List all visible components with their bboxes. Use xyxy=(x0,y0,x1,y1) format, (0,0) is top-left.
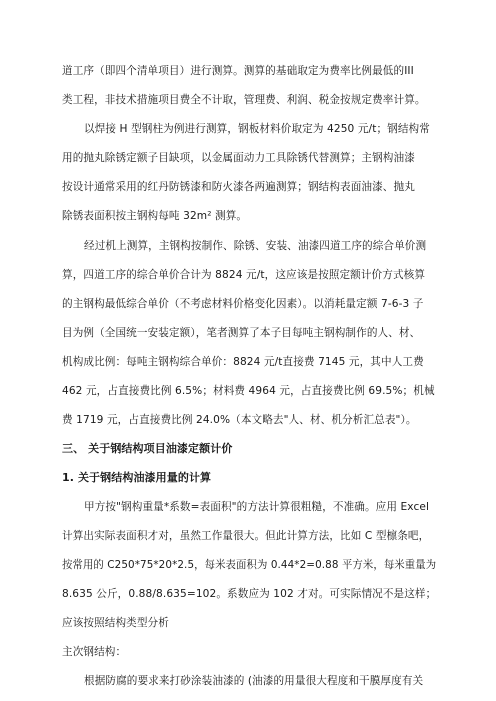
paragraph-line: 计算出实际表面积才对，虽然工作量很大。但此计算方法，比如 C 型檩条吧， xyxy=(62,530,430,542)
paragraph-line: 费 1719 元，占直接费比例 24.0%（本文略去"人、材、机分析汇总表"）。 xyxy=(62,414,417,426)
paragraph-line: 用的抛丸除锈定额子目缺项，以金属面动力工具除锈代替测算；主钢构油漆 xyxy=(62,152,415,164)
section-heading: 三、 关于钢结构项目油漆定额计价 xyxy=(62,442,233,455)
paragraph-line: 算，四道工序的综合单价合计为 8824 元/t，这应该是按照定额计价方式核算 xyxy=(62,269,426,281)
paragraph-line: 机构成比例：每吨主钢构综合单价：8824 元/t直接费 7145 元，其中人工费 xyxy=(62,356,424,368)
paragraph-line: 甲方按"钢构重量*系数=表面积"的方法计算很粗糙，不准确。应用 Excel xyxy=(84,501,430,513)
paragraph-line: 目为例（全国统一安装定额），笔者测算了本子目每吨主钢构制作的人、材、 xyxy=(62,327,421,339)
paragraph-line: 按常用的 C250*75*20*2.5，每米表面积为 0.44*2=0.88 平方米，每米重量为 xyxy=(62,559,437,571)
paragraph-line: 除锈表面积按主钢构每吨 32m² 测算。 xyxy=(62,210,248,222)
paragraph-line: 类工程，非技术措施项目费全不计取，管理费、利润、税金按规定费率计算。 xyxy=(62,94,426,106)
paragraph-line: 道工序（即四个清单项目）进行测算。测算的基础取定为费率比例最低的III xyxy=(62,65,414,77)
subsection-heading: 1. 关于钢结构油漆用量的计算 xyxy=(62,471,212,484)
paragraph-line: 的主钢构最低综合单价（不考虑材料价格变化因素）。以消耗量定额 7-6-3 子 xyxy=(62,298,424,310)
paragraph-line: 应该按照结构类型分析 xyxy=(62,617,169,629)
paragraph-line: 8.635 公斤，0.88/8.635=102。系数应为 102 才对。可实际情况不是这样； xyxy=(62,588,437,600)
paragraph-line: 按设计通常采用的红丹防锈漆和防火漆各两遍测算；钢结构表面油漆、抛丸 xyxy=(62,181,415,193)
paragraph-line: 主次钢结构： xyxy=(62,646,127,658)
paragraph-line: 以焊接 H 型钢柱为例进行测算，钢板材料价取定为 4250 元/t；钢结构常 xyxy=(84,123,430,135)
paragraph-line: 根据防腐的要求来打砂涂装油漆的 (油漆的用量很大程度和干膜厚度有关 xyxy=(84,675,424,687)
paragraph-line: 462 元，占直接费比例 6.5%；材料费 4964 元，占直接费比例 69.5%；机械 xyxy=(62,385,435,397)
paragraph-line: 经过机上测算，主钢构按制作、除锈、安装、油漆四道工序的综合单价测 xyxy=(84,240,427,252)
